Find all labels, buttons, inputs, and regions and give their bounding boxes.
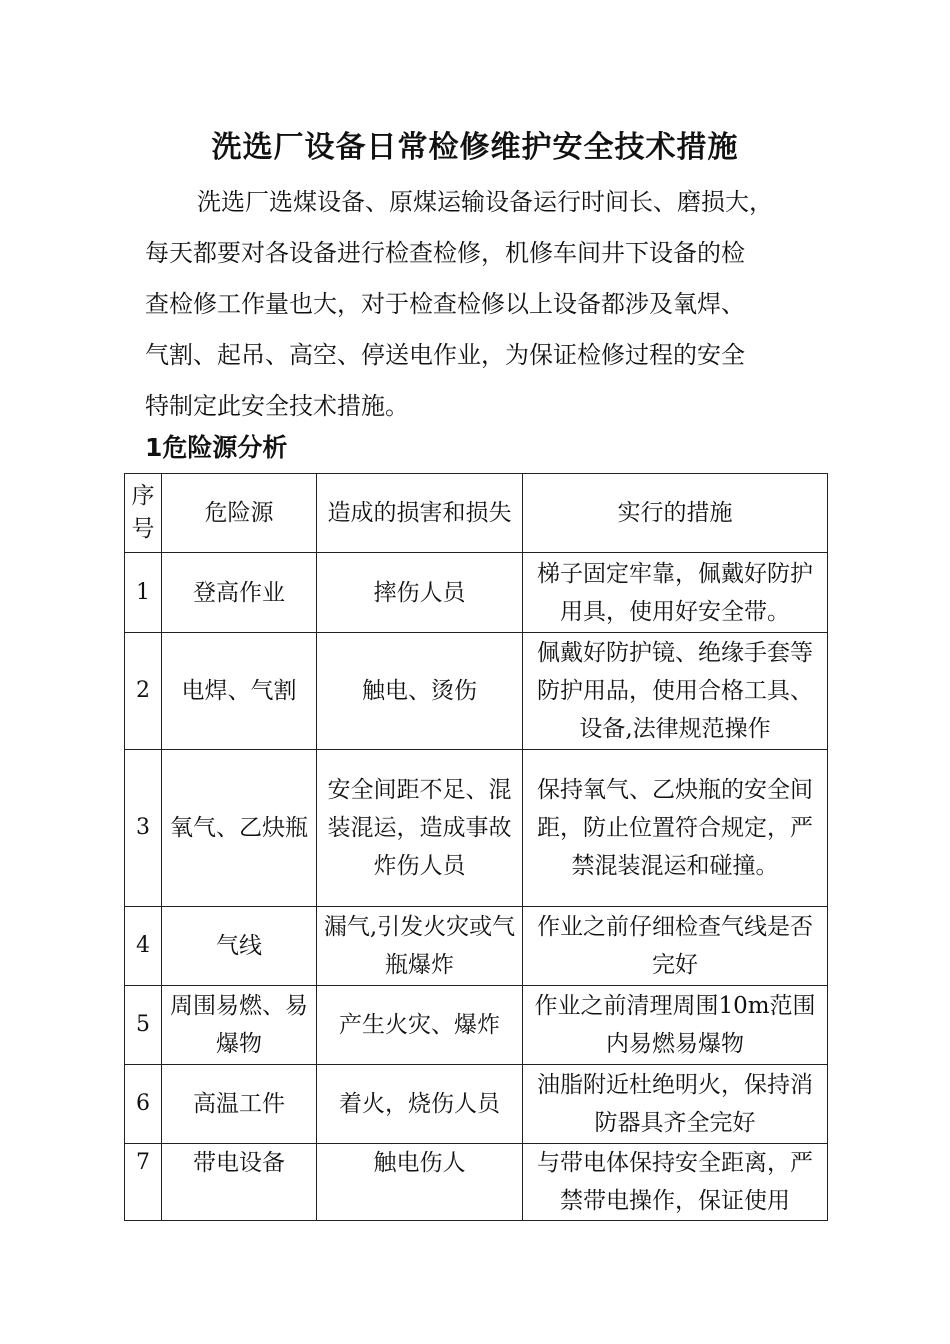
row-no: 3 bbox=[125, 750, 162, 907]
row-measures: 作业之前清理周围10m范围内易燃易爆物 bbox=[523, 986, 828, 1065]
row-hazard: 氧气、乙炔瓶 bbox=[162, 750, 317, 907]
row-measures: 与带电体保持安全距离，严禁带电操作，保证使用 bbox=[523, 1144, 828, 1221]
row-no: 7 bbox=[125, 1144, 162, 1221]
row-damage: 触电伤人 bbox=[317, 1144, 523, 1221]
row-no: 2 bbox=[125, 633, 162, 750]
table-row bbox=[125, 750, 828, 907]
row-no: 1 bbox=[125, 553, 162, 633]
row-measures: 油脂附近杜绝明火，保持消防器具齐全完好 bbox=[523, 1065, 828, 1144]
row-damage: 摔伤人员 bbox=[317, 553, 523, 633]
intro-line: 洗选厂选煤设备、原煤运输设备运行时间长、磨损大， bbox=[197, 188, 773, 216]
row-hazard: 周围易燃、易爆物 bbox=[162, 986, 317, 1065]
table-row bbox=[125, 1065, 828, 1144]
row-damage: 漏气,引发火灾或气瓶爆炸 bbox=[317, 907, 523, 986]
table-header-row bbox=[125, 474, 828, 553]
row-no: 6 bbox=[125, 1065, 162, 1144]
row-measures: 保持氧气、乙炔瓶的安全间距，防止位置符合规定，严禁混装混运和碰撞。 bbox=[523, 750, 828, 907]
table-row bbox=[125, 907, 828, 986]
row-damage: 安全间距不足、混装混运，造成事故炸伤人员 bbox=[317, 750, 523, 907]
row-measures: 作业之前仔细检查气线是否完好 bbox=[523, 907, 828, 986]
section-heading: 1危险源分析 bbox=[145, 433, 288, 462]
row-measures: 梯子固定牢靠，佩戴好防护用具，使用好安全带。 bbox=[523, 553, 828, 633]
intro-paragraph bbox=[145, 180, 805, 435]
row-no: 5 bbox=[125, 986, 162, 1065]
row-hazard: 带电设备 bbox=[162, 1144, 317, 1221]
table-row bbox=[125, 1144, 828, 1221]
header-measures: 实行的措施 bbox=[523, 474, 828, 553]
header-no: 序号 bbox=[125, 474, 162, 553]
document-title: 洗选厂设备日常检修维护安全技术措施 bbox=[211, 130, 739, 165]
intro-line: 查检修工作量也大，对于检查检修以上设备都涉及氧焊、 bbox=[145, 290, 745, 318]
intro-line: 每天都要对各设备进行检查检修，机修车间井下设备的检 bbox=[145, 239, 745, 267]
row-hazard: 高温工件 bbox=[162, 1065, 317, 1144]
hazard-table bbox=[124, 473, 828, 1221]
table-row bbox=[125, 553, 828, 633]
row-damage: 着火，烧伤人员 bbox=[317, 1065, 523, 1144]
header-hazard: 危险源 bbox=[162, 474, 317, 553]
row-damage: 触电、烫伤 bbox=[317, 633, 523, 750]
intro-line: 气割、起吊、高空、停送电作业，为保证检修过程的安全 bbox=[145, 341, 745, 369]
table-row bbox=[125, 633, 828, 750]
header-damage: 造成的损害和损失 bbox=[317, 474, 523, 553]
row-hazard: 气线 bbox=[162, 907, 317, 986]
table-row bbox=[125, 986, 828, 1065]
row-damage: 产生火灾、爆炸 bbox=[317, 986, 523, 1065]
row-no: 4 bbox=[125, 907, 162, 986]
row-hazard: 电焊、气割 bbox=[162, 633, 317, 750]
intro-line: 特制定此安全技术措施。 bbox=[145, 392, 409, 420]
row-measures: 佩戴好防护镜、绝缘手套等防护用品，使用合格工具、设备,法律规范操作 bbox=[523, 633, 828, 750]
row-hazard: 登高作业 bbox=[162, 553, 317, 633]
